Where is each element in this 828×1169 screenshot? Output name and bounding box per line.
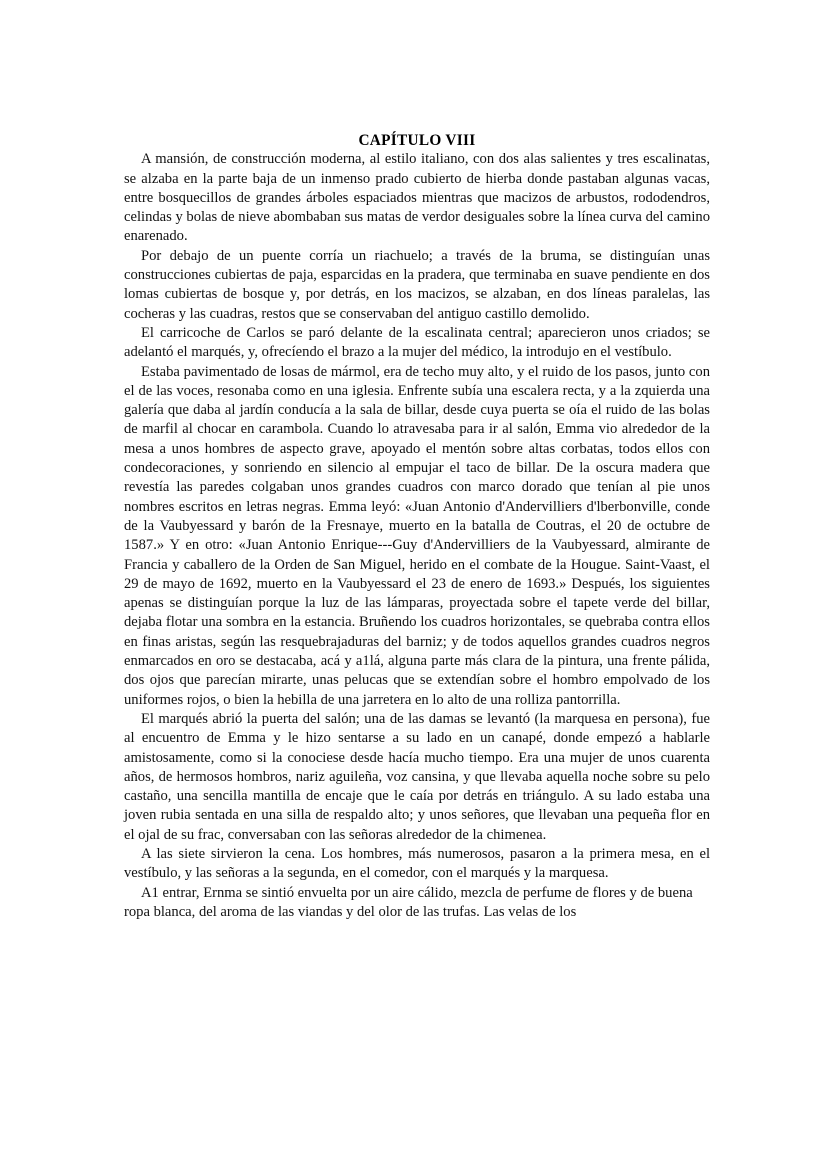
paragraph: El marqués abrió la puerta del salón; una de las damas se levantó (la marquesa en persona), fue al encuentro de Emma y le hizo sentarse a su lado en un canapé, donde empezó a hablarle amistosamente, como si la conociese desde hacía mucho tiempo. Era una mujer de unos cuarenta años, de hermosos hombros, nariz aguileña, voz cansina, y que llevaba aquella noche sobre su pelo castaño, una sencilla mantilla de encaje que le caía por detrás en triángulo. A su lado estaba una joven rubia sentada en una silla de respaldo alto; y unos señores, que llevaban una pequeña flor en el ojal de su frac, conversaban con las señoras alrededor de la chimenea. (124, 710, 710, 843)
chapter-title: CAPÍTULO VIII (358, 132, 476, 149)
paragraph: Estaba pavimentado de losas de mármol, era de techo muy alto, y el ruido de los pasos, junto con el de las voces, resonaba como en una iglesia. Enfrente subía una escalera recta, y a la zquierda una galería que daba al jardín conducía a la sala de billar, desde cuya puerta se oía el ruido de las bolas de marfil al chocar en carambola. Cuando lo atravesaba para ir al salón, Emma vio alrededor de la mesa a unos hombres de aspecto grave, apoyado el mentón sobre altas corbatas, todos ellos con condecoraciones, y sonriendo en silencio al empujar el taco de billar. De la oscura madera que revestía las paredes colgaban unos grandes cuadros con marco dorado que tenían al pie unos nombres escritos en letras negras. Emma leyó: «Juan Antonio d'Andervilliers d'lberbonville, conde de la Vaubyessard y barón de la Fresnaye, muerto en la batalla de Coutras, el 20 de octubre de 1587.» Y en otro: «Juan Antonio Enrique---Guy d'Andervilliers de la Vaubyessard, almirante de Francia y caballero de la Orden de San Miguel, herido en el combate de la Hougue. Saint-Vaast, el 29 de mayo de 1692, muerto en la Vaubyessard el 23 de enero de 1693.» Después, los siguientes apenas se distinguían porque la luz de las lámparas, proyectada sobre el tapete verde del billar, dejaba flotar una sombra en la estancia. Bruñendo los cuadros horizontales, se quebraba contra ellos en finas aristas, según las resquebrajaduras del barniz; y de todos aquellos grandes cuadros negros enmarcados en oro se destacaba, acá y a1lá, alguna parte más clara de la pintura, una frente pálida, dos ojos que parecían mirarte, unas pelucas que se extendían sobre el hombro empolvado de los uniformes rojos, o bien la hebilla de una jarretera en lo alto de una rolliza pantorrilla. (124, 363, 710, 708)
paragraph: A mansión, de construcción moderna, al estilo italiano, con dos alas salientes y tres escalinatas, se alzaba en la parte baja de un inmenso prado cubierto de hierba donde pastaban algunas vacas, entre bosquecillos de grandes árboles espaciados mientras que macizos de arbustos, rododendros, celindas y bolas de nieve abombaban sus matas de verdor desiguales sobre la línea curva del camino enarenado. (124, 151, 710, 245)
paragraph: El carricoche de Carlos se paró delante de la escalinata central; aparecieron unos criados; se adelantó el marqués, y, ofrecíendo el brazo a la mujer del médico, la introdujo en el vestíbulo. (124, 324, 710, 361)
paragraph: A1 entrar, Ernma se sintió envuelta por un aire cálido, mezcla de perfume de flores y de buena ropa blanca, del aroma de las viandas y del olor de las trufas. Las velas de los (124, 884, 693, 920)
paragraph: A las siete sirvieron la cena. Los hombres, más numerosos, pasaron a la primera mesa, en el vestíbulo, y las señoras a la segunda, en el comedor, con el marqués y la marquesa. (124, 845, 710, 882)
paragraph: Por debajo de un puente corría un riachuelo; a través de la bruma, se distinguían unas construcciones cubiertas de paja, esparcidas en la pradera, que terminaba en suave pendiente en dos lomas cubiertas de bosque y, por detrás, en los macizos, se alzaban, en dos líneas paralelas, las cocheras y las cuadras, restos que se conservaban del antiguo castillo demolido. (124, 247, 710, 322)
text-column (124, 131, 710, 922)
